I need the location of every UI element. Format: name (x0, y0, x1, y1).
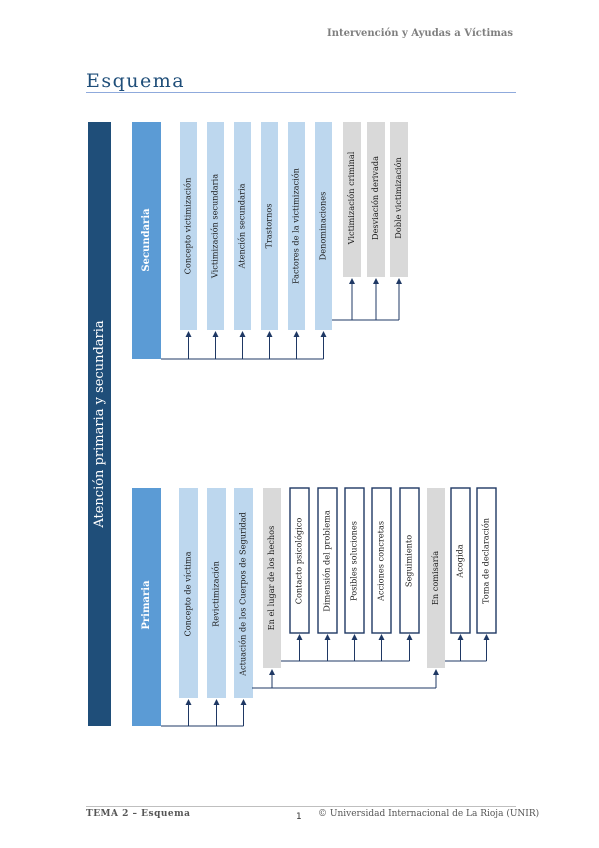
box-acogida-label: Acogida (454, 544, 465, 578)
box-atencion-primaria-y-secundaria-label: Atención primaria y secundaria (92, 320, 107, 528)
header-title: Intervención y Ayudas a Víctimas (327, 28, 513, 39)
arrow-sec-2 (240, 331, 246, 337)
arrow-sec-3 (267, 331, 273, 337)
arrow-sec-4 (294, 331, 300, 337)
footer-topic: TEMA 2 – Esquema (86, 809, 191, 819)
footer-copyright: © Universidad Internacional de La Rioja (UNIR) (318, 809, 540, 819)
box-actuacion-de-los-cuerpos-de-seguridad-label: Actuación de los Cuerpos de Seguridad (237, 512, 248, 676)
box-victimizacion-secundaria-label: Victimización secundaria (209, 173, 220, 279)
box-desviacion-derivada-label: Desviación derivada (370, 156, 380, 240)
box-secundaria-label: Secundaria (141, 208, 152, 272)
box-en-comisaria-label: En comisaría (430, 550, 440, 606)
arrow-sec-1 (213, 331, 219, 337)
arrow-sec-5 (321, 331, 327, 337)
box-concepto-victimizacion-label: Concepto victimización (182, 177, 193, 275)
box-factores-de-la-victimizacion-label: Factores de la victimización (290, 168, 301, 284)
arrow-lugar-0 (297, 634, 303, 640)
arrow-comisaria-1 (484, 634, 490, 640)
arrow-lugar (269, 669, 275, 675)
footer-page-number: 1 (296, 812, 302, 822)
arrow-comisaria-0 (458, 634, 464, 640)
box-trastornos-label: Trastornos (263, 203, 274, 249)
arrow-sec-0 (186, 331, 192, 337)
box-concepto-de-victima-label: Concepto de víctima (182, 551, 193, 637)
footer-divider (86, 806, 516, 807)
arrow-prim-2 (241, 699, 247, 705)
box-toma-de-declaracion-label: Toma de declaración (480, 517, 491, 605)
box-seguimiento-label: Seguimiento (403, 534, 414, 588)
box-acciones-concretas-label: Acciones concretas (375, 520, 386, 602)
box-denominaciones-label: Denominaciones (317, 191, 328, 261)
arrow-den-0 (349, 278, 355, 284)
page-title: Esquema (86, 70, 186, 92)
arrow-lugar-2 (352, 634, 358, 640)
box-contacto-psicologico-label: Contacto psicológico (293, 517, 304, 605)
box-victimizacion-criminal-label: Victimización criminal (346, 151, 356, 245)
box-en-el-lugar-de-los-hechos-label: En el lugar de los hechos (266, 525, 276, 631)
arrow-prim-0 (186, 699, 192, 705)
arrow-den-2 (396, 278, 402, 284)
arrow-prim-1 (214, 699, 220, 705)
arrow-lugar-4 (407, 634, 413, 640)
box-revictimizacion-label: Revictimización (210, 561, 221, 627)
arrow-comisaria (433, 669, 439, 675)
arrow-lugar-1 (325, 634, 331, 640)
box-primaria-label: Primaria (141, 580, 152, 630)
box-doble-victimizacion-label: Doble victimización (393, 157, 403, 239)
box-posibles-soluciones-label: Posibles soluciones (348, 521, 359, 601)
arrow-den-1 (373, 278, 379, 284)
box-dimension-del-problema-label: Dimensión del problema (321, 510, 332, 612)
box-atencion-secundaria-label: Atención secundaria (236, 183, 247, 269)
arrow-lugar-3 (379, 634, 385, 640)
